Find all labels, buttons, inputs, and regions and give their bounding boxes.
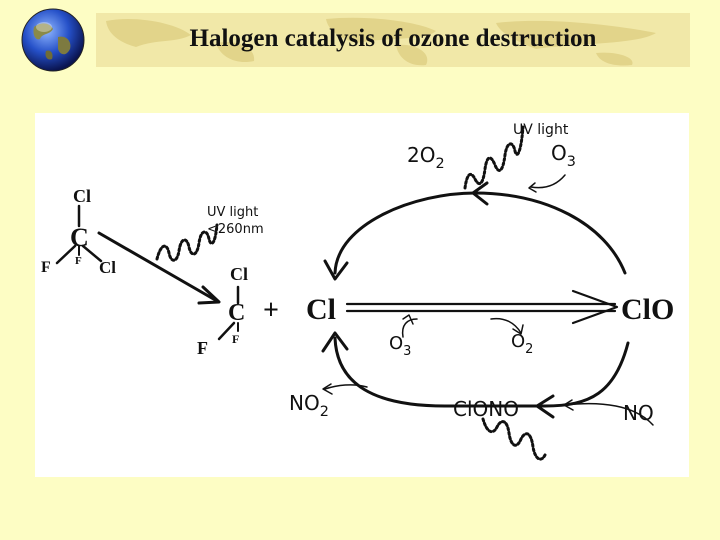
cfc-carbon: C bbox=[70, 223, 89, 252]
chlorine-monoxide: ClO bbox=[621, 293, 675, 326]
plus-sign: + bbox=[263, 295, 279, 326]
cfc-chlorine-right: Cl bbox=[99, 258, 116, 277]
o2-middle-label: $O_2$ bbox=[511, 331, 534, 357]
reaction-cycle-diagram bbox=[35, 113, 689, 477]
fragment-carbon: C bbox=[228, 300, 246, 326]
uv-light-top-label: UV light bbox=[513, 122, 569, 138]
uv-wavelength-label: <260nm bbox=[207, 222, 264, 237]
chlorine-radical: Cl bbox=[306, 293, 336, 326]
slide-title: Halogen catalysis of ozone destruction bbox=[189, 25, 597, 52]
cfc-fluorine-left: F bbox=[41, 259, 51, 276]
main-arrowhead bbox=[573, 291, 617, 323]
diagram-panel bbox=[35, 113, 689, 477]
o3-middle-label: $O_3$ bbox=[389, 333, 412, 359]
cfc-fluorine-small: F bbox=[75, 255, 82, 267]
o2-top-label: $2O_2$ bbox=[407, 143, 445, 172]
uv-wave-bottom bbox=[483, 419, 545, 459]
fragment-fluorine-small: F bbox=[232, 332, 240, 346]
cfc-chlorine-top: Cl bbox=[73, 186, 91, 206]
no2-label: $NO_2$ bbox=[289, 391, 329, 420]
title-bar bbox=[96, 13, 690, 67]
globe-icon bbox=[20, 7, 86, 73]
no-label: NO bbox=[623, 401, 654, 425]
fragment-fluorine-left: F bbox=[197, 338, 208, 358]
clono-label: ClONO bbox=[453, 397, 519, 421]
fragment-chlorine: Cl bbox=[230, 264, 248, 284]
uv-light-left-label: UV light bbox=[207, 205, 259, 220]
o3-top-arrow bbox=[531, 175, 565, 188]
cycle-arc-lower bbox=[335, 338, 628, 406]
cycle-arc-upper bbox=[335, 193, 625, 273]
o3-top-label: $O_3$ bbox=[551, 141, 576, 170]
